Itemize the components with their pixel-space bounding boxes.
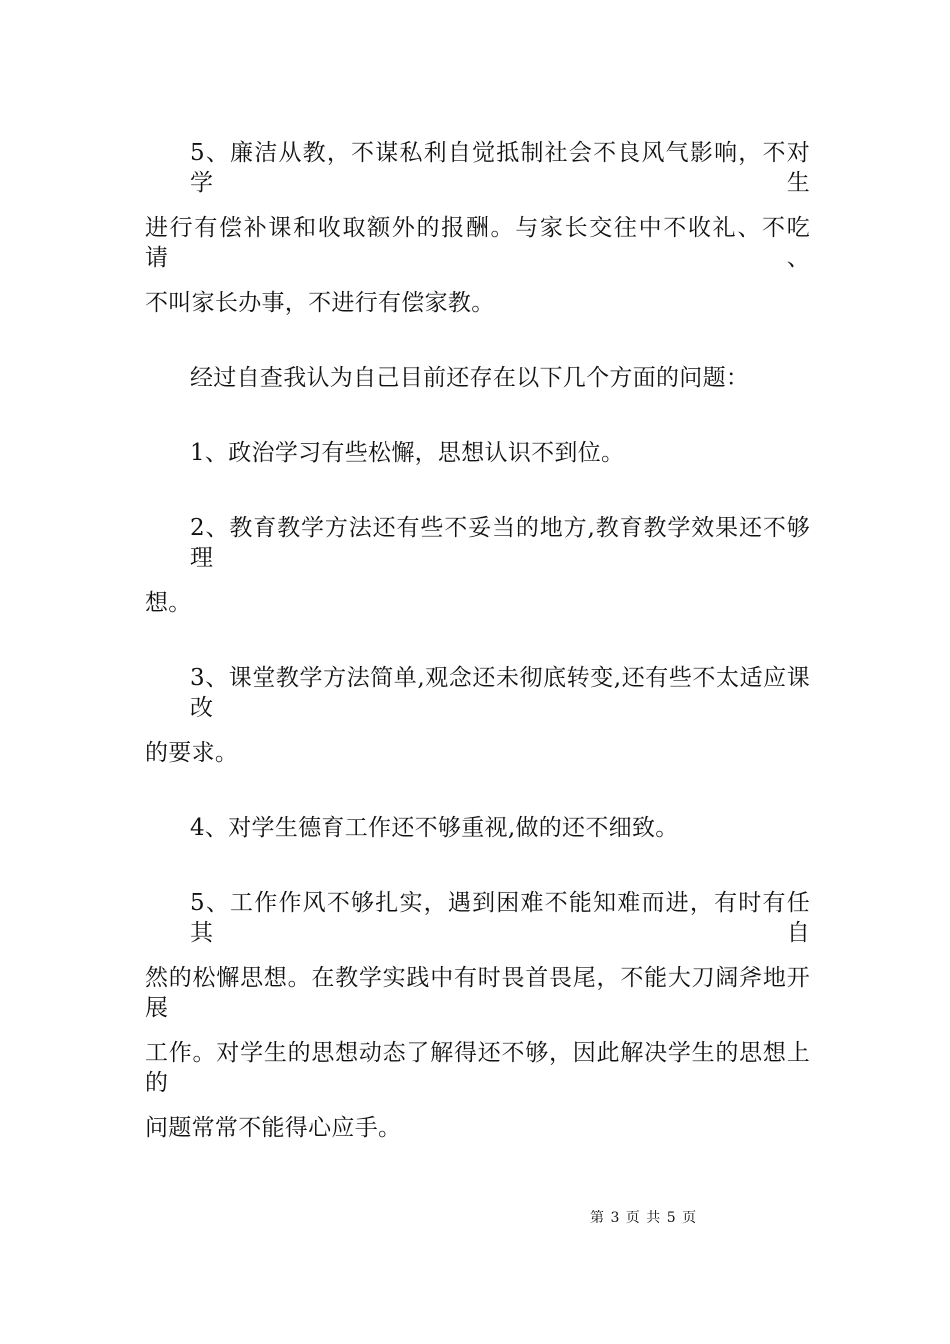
paragraph-line: 进行有偿补课和收取额外的报酬。与家长交往中不收礼、不吃请、 [145, 215, 810, 271]
paragraph-line: 经过自查我认为自己目前还存在以下几个方面的问题： [190, 365, 750, 391]
paragraph-line: 5、工作作风不够扎实，遇到困难不能知难而进，有时有任其自 [190, 890, 810, 946]
paragraph-line: 4、对学生德育工作还不够重视,做的还不细致。 [190, 815, 679, 841]
paragraph-line: 想。 [145, 590, 192, 616]
paragraph-line: 1、政治学习有些松懈，思想认识不到位。 [190, 440, 625, 466]
paragraph-line: 不叫家长办事，不进行有偿家教。 [145, 290, 495, 316]
paragraph-line: 问题常常不能得心应手。 [145, 1115, 402, 1141]
paragraph-line: 5、廉洁从教，不谋私利自觉抵制社会不良风气影响，不对学生 [190, 140, 810, 196]
paragraph-line: 工作。对学生的思想动态了解得还不够，因此解决学生的思想上的 [145, 1040, 810, 1096]
page-number: 第 3 页 共 5 页 [590, 1210, 698, 1226]
paragraph-line: 3、课堂教学方法简单,观念还未彻底转变,还有些不太适应课改 [190, 665, 810, 721]
paragraph-line: 2、教育教学方法还有些不妥当的地方,教育教学效果还不够理 [190, 515, 810, 571]
paragraph-line: 的要求。 [145, 740, 239, 766]
paragraph-line: 然的松懈思想。在教学实践中有时畏首畏尾，不能大刀阔斧地开展 [145, 965, 810, 1021]
